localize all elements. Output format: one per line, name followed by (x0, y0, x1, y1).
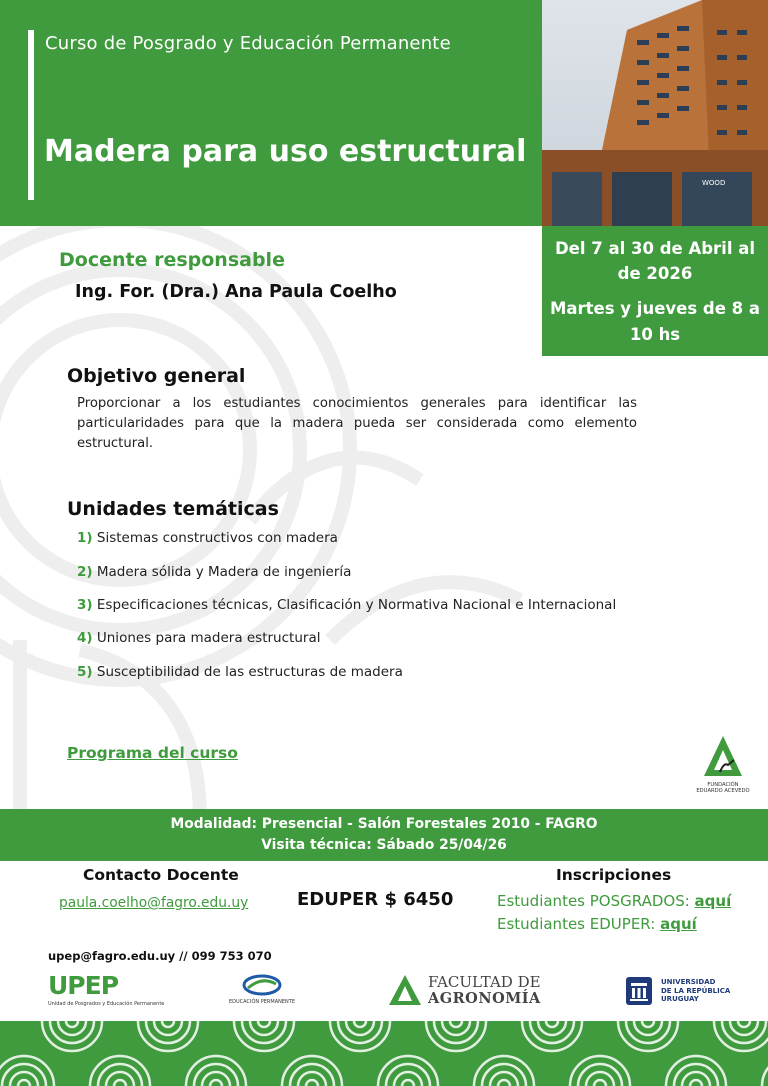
course-type-subtitle: Curso de Posgrado y Educación Permanente (45, 33, 451, 54)
upep-logo (48, 971, 165, 1011)
unit-number: 2) (77, 564, 93, 580)
unit-text: Especificaciones técnicas, Clasificación y Normativa Nacional e Internacional (96, 597, 617, 613)
eduper-link[interactable]: aquí (660, 915, 697, 933)
inscripcion-eduper (497, 915, 697, 933)
modalidad-text: Modalidad: Presencial - Salón Forestales 2010 - FAGRO (170, 816, 598, 832)
programa-link[interactable]: Programa del curso (67, 744, 238, 762)
building-sign: WOOD (702, 179, 726, 187)
upep-contact-line: upep@fagro.edu.uy // 099 753 070 (48, 949, 272, 963)
objetivo-text: Proporcionar a los estudiantes conocimientos generales para identificar las particularidades para que la madera pueda ser considerada como elemento estructural. (77, 396, 637, 451)
upep-wordmark: UPEP (48, 971, 119, 1000)
course-title: Madera para uso estructural (44, 134, 527, 169)
unit-number: 3) (77, 597, 93, 613)
inscripciones-heading: Inscripciones (556, 866, 672, 884)
fundacion-line1: FUNDACIÓN (707, 782, 739, 788)
visita-tecnica-text: Visita técnica: Sábado 25/04/26 (261, 837, 507, 853)
unit-number: 5) (77, 664, 93, 680)
udelar-line1: UNIVERSIDAD (661, 978, 716, 986)
price-text: EDUPER $ 6450 (297, 889, 454, 910)
docente-heading: Docente responsable (59, 249, 285, 271)
class-schedule: Martes y jueves de 8 a 10 hs (549, 299, 761, 344)
unit-text: Sistemas constructivos con madera (96, 530, 338, 546)
objetivo-heading: Objetivo general (67, 365, 246, 387)
footer-pattern (0, 1021, 768, 1086)
unit-text: Susceptibilidad de las estructuras de madera (96, 664, 403, 680)
udelar-logo (624, 975, 734, 1007)
header-band (0, 0, 542, 226)
facultad-line2: AGRONOMÍA (428, 990, 541, 1007)
fundacion-mark-icon (690, 732, 756, 780)
unit-item (77, 630, 320, 646)
fundacion-line2: EDUARDO ACEVEDO (696, 788, 750, 794)
facultad-agronomia-logo (388, 973, 548, 1007)
educacion-permanente-mark-icon (222, 972, 302, 998)
udelar-seal-icon (624, 975, 654, 1007)
upep-subtext: Unidad de Posgrados y Educación Permanente (48, 1001, 165, 1007)
educacion-permanente-logo (222, 972, 302, 1012)
header-accent-bar (28, 30, 34, 200)
fundacion-logo (690, 732, 756, 800)
modalidad-band (0, 809, 768, 861)
unit-item (77, 664, 403, 680)
unit-text: Uniones para madera estructural (96, 630, 321, 646)
unit-item (77, 564, 351, 580)
udelar-line3: URUGUAY (661, 995, 699, 1003)
unidades-heading: Unidades temáticas (67, 498, 279, 520)
docente-name: Ing. For. (Dra.) Ana Paula Coelho (75, 282, 397, 302)
date-range: Del 7 al 30 de Abril al de 2026 (554, 239, 756, 283)
contacto-email-link[interactable]: paula.coelho@fagro.edu.uy (59, 895, 249, 911)
unit-number: 1) (77, 530, 93, 546)
unit-item (77, 530, 338, 546)
facultad-line1: FACULTAD DE (428, 973, 541, 991)
unit-item (77, 597, 616, 613)
building-photo (542, 0, 768, 226)
udelar-line2: DE LA REPÚBLICA (661, 986, 731, 995)
unit-text: Madera sólida y Madera de ingeniería (96, 564, 352, 580)
dates-box (542, 226, 768, 356)
inscripcion-posgrados (497, 892, 731, 910)
agronomia-mark-icon (388, 973, 422, 1007)
posgrados-label: Estudiantes POSGRADOS: (497, 892, 695, 910)
educacion-permanente-text: EDUCACIÓN PERMANENTE (229, 999, 295, 1005)
posgrados-link[interactable]: aquí (694, 892, 732, 910)
contacto-heading: Contacto Docente (83, 866, 239, 884)
unit-number: 4) (77, 630, 93, 646)
eduper-label: Estudiantes EDUPER: (497, 915, 661, 933)
